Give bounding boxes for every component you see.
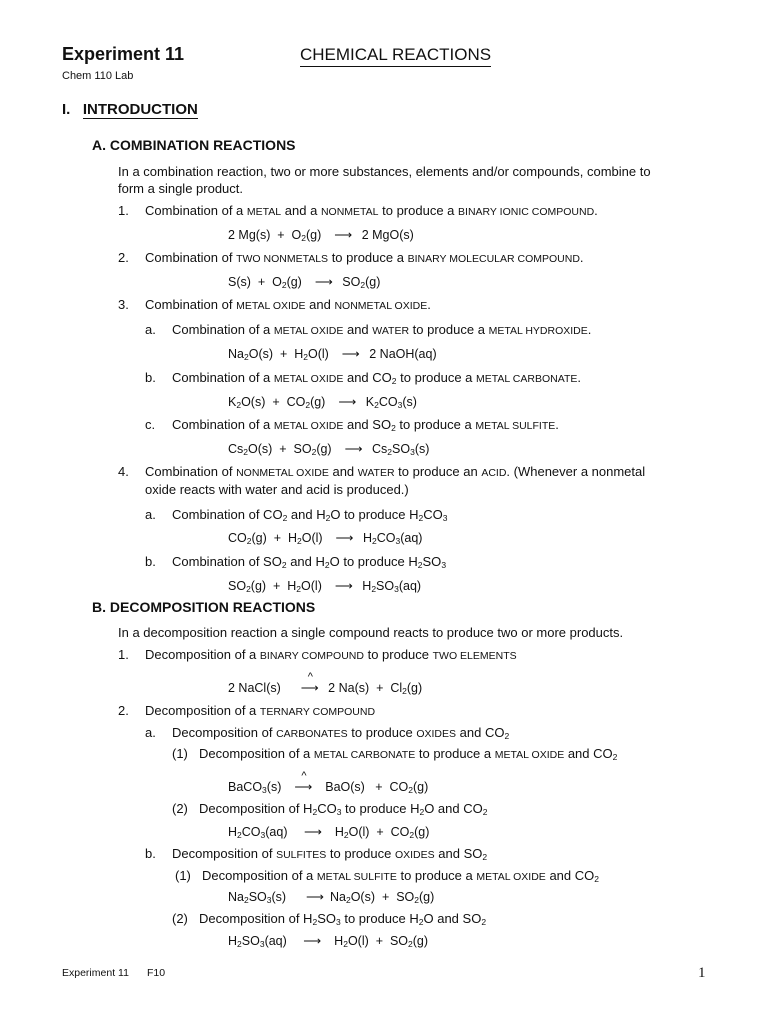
subheading-combination: A. COMBINATION REACTIONS bbox=[92, 137, 296, 153]
list-item-text: Decomposition of a TERNARY COMPOUND bbox=[145, 703, 376, 718]
footer-label: Experiment 11 bbox=[62, 967, 129, 979]
item-number: 3. bbox=[118, 297, 129, 312]
item-number: 4. bbox=[118, 464, 129, 479]
list-item-text: Decomposition of $H_2CO_3$ to produce $H_2O$ and $CO_2$ bbox=[199, 801, 488, 817]
item-number: 1. bbox=[118, 203, 129, 218]
list-item-text: Combination of a METAL OXIDE and $SO_2$ to produce a METAL SULFITE. bbox=[172, 417, 559, 433]
list-item-text: Combination of $SO_2$ and $H_2O$ to produce $H_2SO_3$ bbox=[172, 554, 447, 570]
list-item-text: Decomposition of CARBONATES to produce OXIDES and $CO_2$ bbox=[172, 725, 510, 741]
item-letter: c. bbox=[145, 417, 156, 432]
sub-item-number: (1) bbox=[175, 868, 191, 883]
equation: $Cs_2O(s) + SO_2(g)$ ⟶ $Cs_2SO_3(s)$ bbox=[228, 442, 430, 457]
equation: $K_2O(s) + CO_2(g)$ ⟶ $K_2CO_3(s)$ bbox=[228, 395, 417, 410]
item-number: 1. bbox=[118, 647, 129, 662]
equation: BaCO$_3$(s) ^ ⟶ $BaO(s) + CO_2(g)$ bbox=[228, 779, 428, 794]
paragraph-line: In a decomposition reaction a single compound reacts to produce two or more products. bbox=[118, 625, 624, 640]
equation: 2 $Mg(s) + O_2(g)$ ⟶ 2 MgO(s) bbox=[228, 228, 414, 243]
experiment-title: Experiment 11 bbox=[62, 44, 185, 64]
footer-term: F10 bbox=[147, 967, 166, 979]
list-item-text: Decomposition of a METAL CARBONATE to produce a METAL OXIDE and $CO_2$ bbox=[199, 746, 618, 762]
list-item-text: Decomposition of $H_2SO_3$ to produce $H_2O$ and $SO_2$ bbox=[199, 911, 487, 927]
page-number: 1 bbox=[698, 965, 706, 981]
list-item-text: Combination of TWO NONMETALS to produce a BINARY MOLECULAR COMPOUND. bbox=[145, 250, 584, 265]
equation: 2 NaCl(s) ^ ⟶ 2 $Na(s) + Cl_2(g)$ bbox=[228, 680, 422, 695]
item-letter: b. bbox=[145, 846, 156, 861]
equation: $SO_2(g) + H_2O(l)$ ⟶ $H_2SO_3(aq)$ bbox=[228, 579, 422, 594]
list-item-text: Decomposition of a BINARY COMPOUND to produce TWO ELEMENTS bbox=[145, 647, 517, 662]
sub-item-number: (2) bbox=[172, 911, 188, 926]
item-letter: b. bbox=[145, 554, 156, 569]
equation: $CO_2(g) + H_2O(l)$ ⟶ $H_2CO_3(aq)$ bbox=[228, 531, 423, 546]
equation: $H_2CO_3(aq)$ ⟶ $H_2O(l) + CO_2(g)$ bbox=[228, 825, 430, 840]
course-label: Chem 110 Lab bbox=[62, 70, 134, 82]
subheading-decomposition: B. DECOMPOSITION REACTIONS bbox=[92, 599, 316, 615]
item-letter: a. bbox=[145, 507, 156, 522]
list-item-text: Combination of NONMETAL OXIDE and WATER to produce an ACID. (Whenever a nonmetal bbox=[145, 464, 646, 479]
item-number: 2. bbox=[118, 703, 129, 718]
sub-item-number: (2) bbox=[172, 801, 188, 816]
paragraph-line: form a single product. bbox=[118, 181, 244, 196]
section-heading-introduction bbox=[62, 101, 198, 118]
section-number: I. bbox=[62, 101, 71, 118]
section-title: INTRODUCTION bbox=[82, 101, 198, 118]
equation: $Na_2O(s) + H_2O(l)$ ⟶ 2 NaOH(aq) bbox=[228, 347, 437, 362]
equation: $S(s) + O_2(g)$ ⟶ $SO_2(g)$ bbox=[228, 275, 381, 290]
item-letter: b. bbox=[145, 370, 156, 385]
paragraph-line: In a combination reaction, two or more substances, elements and/or compounds, combine to bbox=[118, 164, 651, 179]
list-item-text: Combination of a METAL and a NONMETAL to produce a BINARY IONIC COMPOUND. bbox=[145, 203, 598, 218]
list-item-text: Combination of $CO_2$ and $H_2O$ to produce $H_2CO_3$ bbox=[172, 507, 448, 523]
list-item-text: Decomposition of SULFITES to produce OXIDES and $SO_2$ bbox=[172, 846, 488, 862]
equation: $H_2SO_3(aq)$ ⟶ $H_2O(l) + SO_2(g)$ bbox=[228, 934, 429, 949]
list-item-text: Combination of a METAL OXIDE and $CO_2$ to produce a METAL CARBONATE. bbox=[172, 370, 581, 386]
item-letter: a. bbox=[145, 725, 156, 740]
list-item bbox=[118, 203, 129, 218]
list-item-text: Decomposition of a METAL SULFITE to produce a METAL OXIDE and $CO_2$ bbox=[202, 868, 599, 884]
equation: $Na_2SO_3(s)$ ⟶ $Na_2O(s) + SO_2(g)$ bbox=[228, 890, 435, 905]
sub-item-number: (1) bbox=[172, 746, 188, 761]
item-number: 2. bbox=[118, 250, 129, 265]
page-title: CHEMICAL REACTIONS bbox=[300, 45, 491, 67]
list-item-text: Combination of METAL OXIDE and NONMETAL OXIDE. bbox=[145, 297, 431, 312]
list-item-text: Combination of a METAL OXIDE and WATER to produce a METAL HYDROXIDE. bbox=[172, 322, 592, 337]
list-item-text: oxide reacts with water and acid is produced.) bbox=[145, 482, 409, 497]
item-letter: a. bbox=[145, 322, 156, 337]
